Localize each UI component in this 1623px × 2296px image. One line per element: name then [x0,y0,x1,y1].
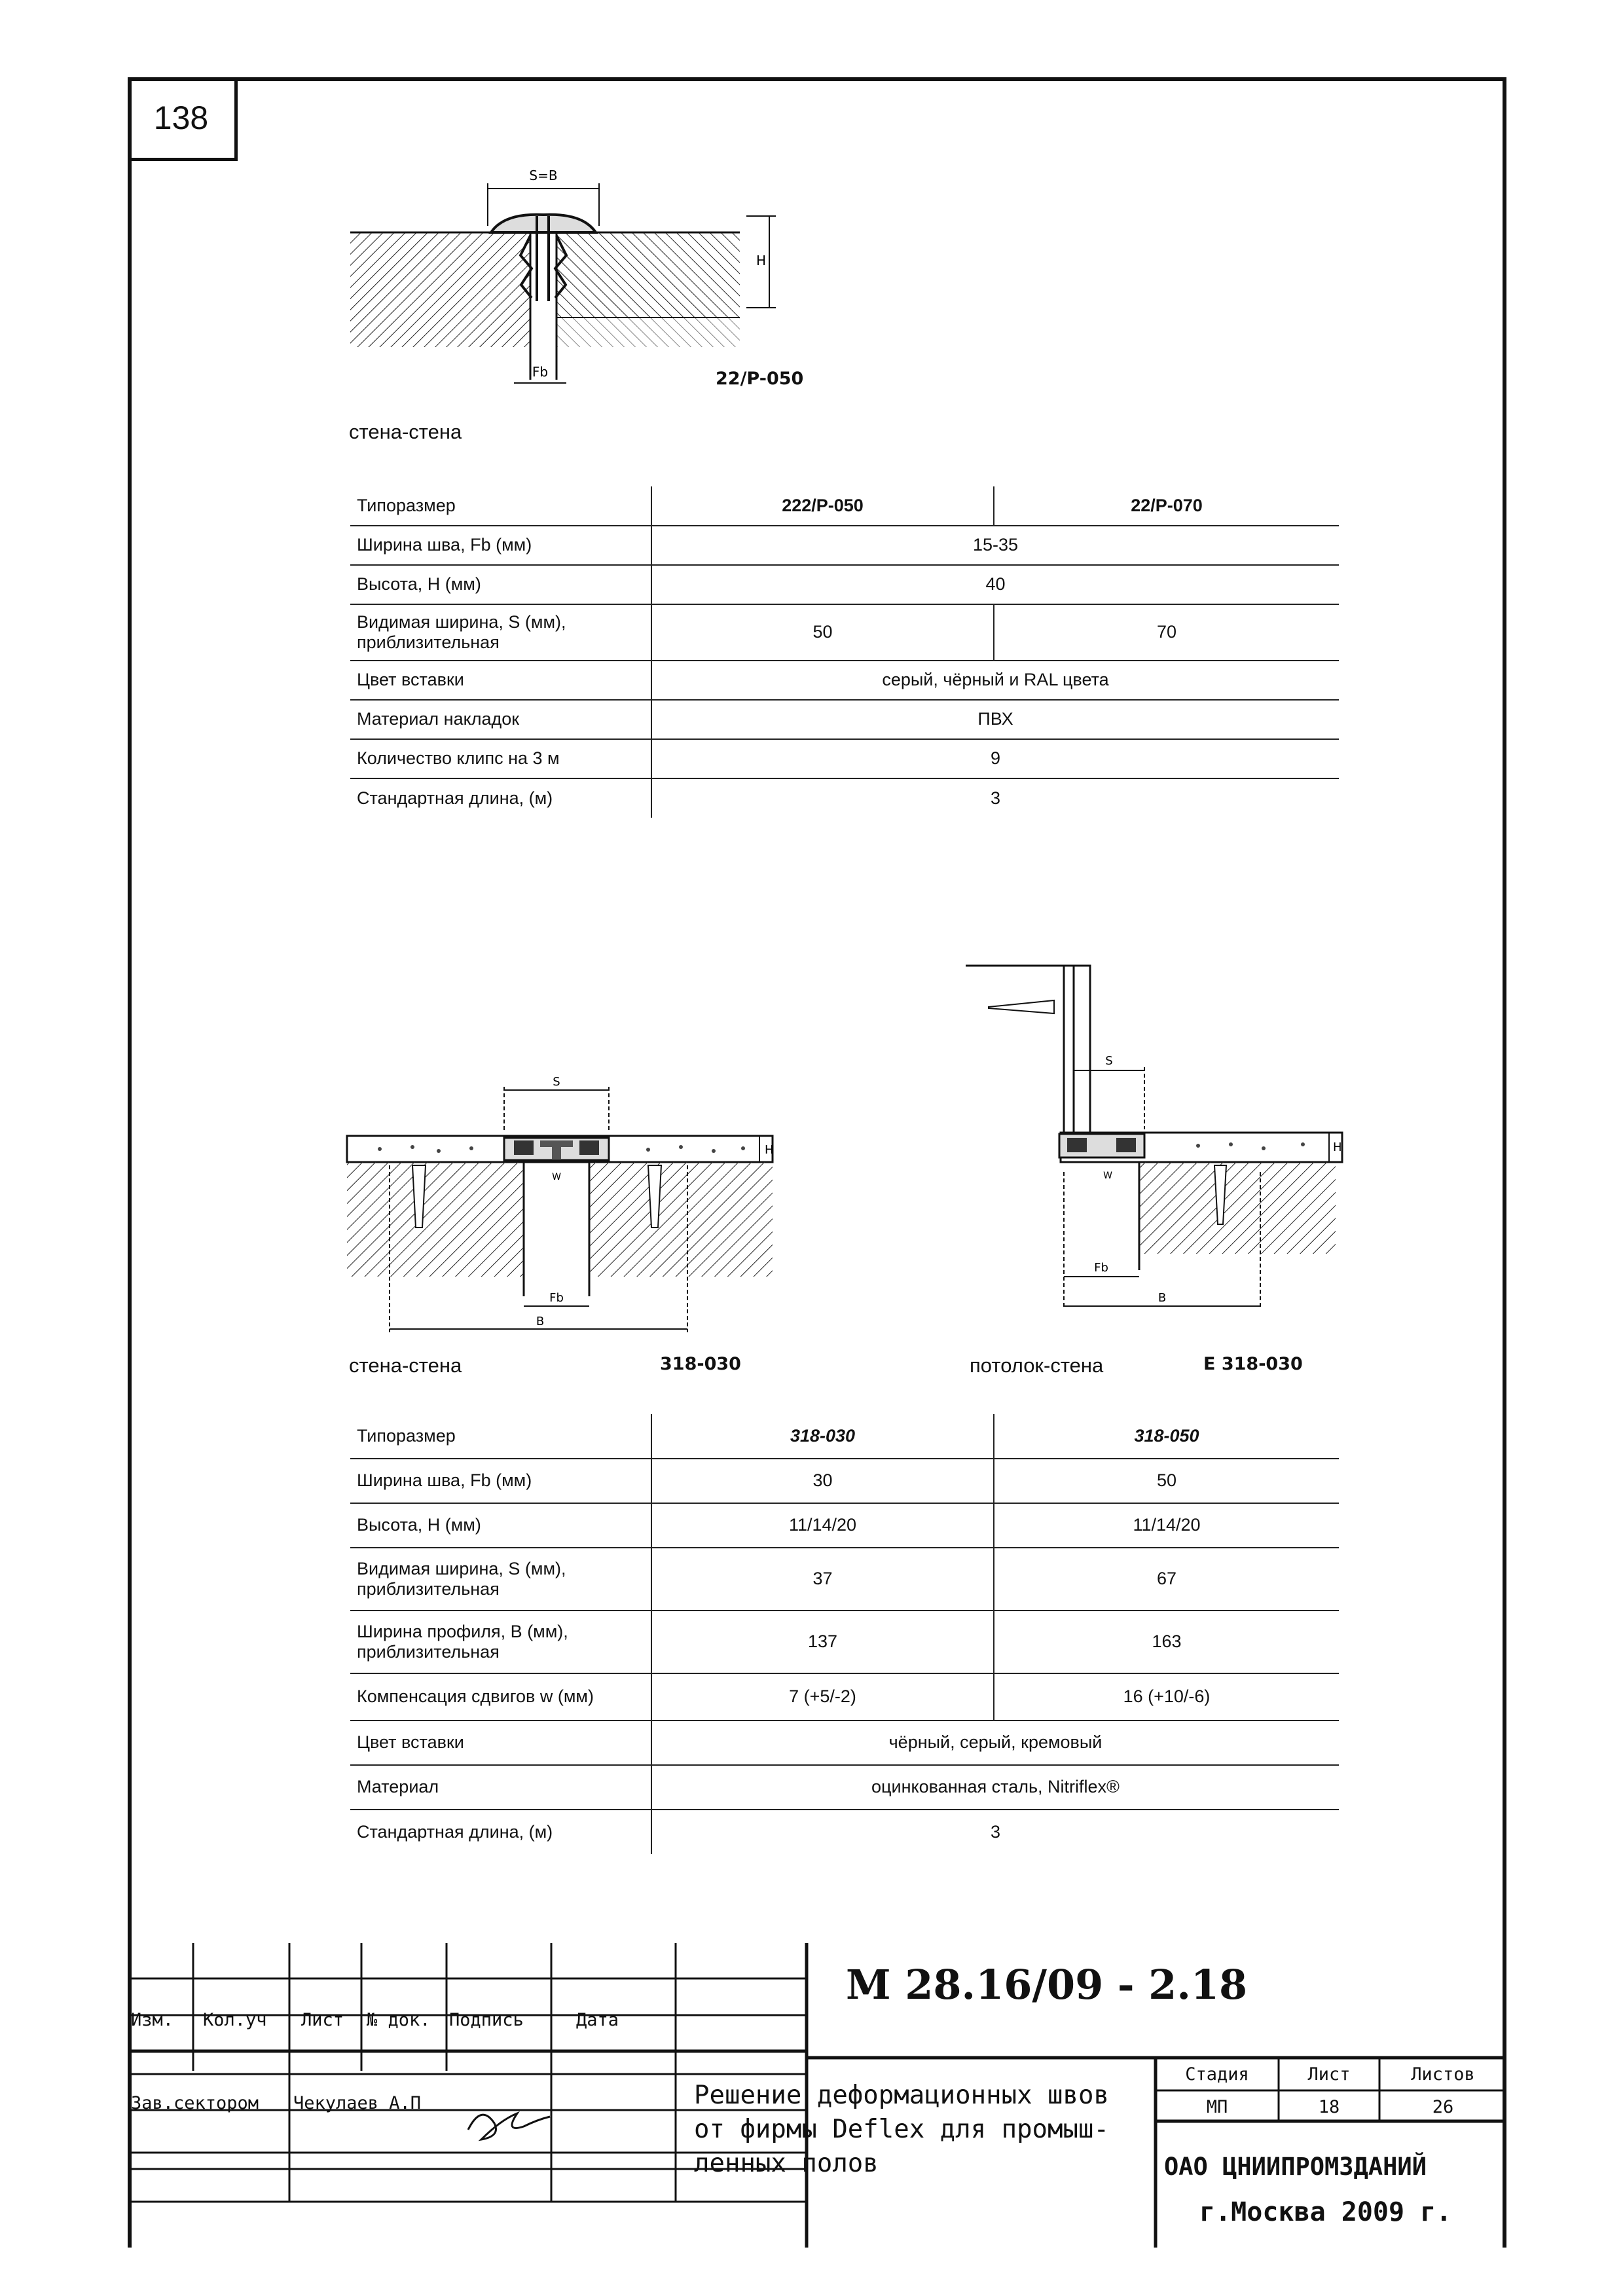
table-row [350,1611,1339,1673]
spec-table-2 [350,1414,1339,1854]
row-value: оцинкованная сталь, Nitriflex® [651,1765,1339,1810]
spec-table-1 [350,486,1339,818]
tb-col-kol: Кол.уч [203,2010,267,2030]
tb-col-data: Дата [576,2010,619,2030]
mid-right-dim-b-label: B [1158,1291,1167,1305]
top-dim-s-label: S=B [529,168,558,183]
tb-title-line1: Решение деформационных швов [694,2081,1109,2110]
row-label [350,604,651,661]
row-value-col1: 11/14/20 [651,1503,994,1548]
row-label-line2: приблизительная [357,1642,500,1662]
mid-left-section-drawing [340,1067,786,1342]
row-value-col1: 7 (+5/-2) [651,1673,994,1721]
row-value: 40 [651,565,1339,604]
mid-left-caption: стена-стена [349,1354,462,1377]
doc-code: М 28.16/09 - 2.18 [846,1961,1248,2009]
mid-right-dim-s-label: S [1105,1054,1113,1068]
table-row [350,661,1339,700]
tb-sheets: 26 [1432,2097,1454,2117]
table-row [350,1721,1339,1765]
table-row [350,1459,1339,1503]
mid-right-dim-fb-label: Fb [1094,1261,1108,1275]
tb-stage: МП [1206,2097,1228,2117]
row-label [350,1548,651,1611]
table-row [350,1673,1339,1721]
row-value-col1: 50 [651,604,994,661]
mid-right-caption: потолок-стена [970,1354,1104,1377]
tb-title [694,2079,1109,2181]
row-label-line2: приблизительная [357,632,500,652]
table-row [350,739,1339,778]
table-row [350,565,1339,604]
row-value-col1: 137 [651,1611,994,1673]
row-label: Материал накладок [350,700,651,739]
table2-header-row [350,1414,1339,1459]
table2-header-label: Типоразмер [350,1414,651,1459]
row-value: чёрный, серый, кремовый [651,1721,1339,1765]
row-value-col2: 163 [994,1611,1339,1673]
row-value-col2: 50 [994,1459,1339,1503]
table2-header-col2: 318-050 [994,1414,1339,1459]
table2-header-col1: 318-030 [651,1414,994,1459]
row-value-col1: 37 [651,1548,994,1611]
table-row [350,1548,1339,1611]
row-value: серый, чёрный и RAL цвета [651,661,1339,700]
row-label: Цвет вставки [350,661,651,700]
table-row [350,1810,1339,1854]
row-label-line1: Видимая ширина, S (мм), [357,1558,566,1578]
table1-header-label: Типоразмер [350,486,651,526]
tb-org: ОАО ЦНИИПРОМЗДАНИЙ [1164,2153,1427,2181]
row-value: 3 [651,1810,1339,1854]
row-value-col1: 30 [651,1459,994,1503]
row-label: Стандартная длина, (м) [357,1821,553,1842]
page-number: 138 [128,77,238,161]
row-label: Материал [350,1765,651,1810]
tb-role: Зав.сектором [131,2093,259,2113]
tb-sheet-header: Лист [1307,2064,1351,2085]
table-row [350,778,1339,818]
row-label-line1: Видимая ширина, S (мм), [357,611,566,632]
table1-header-row [350,486,1339,526]
table-row [350,1503,1339,1548]
table1-header-col2: 22/P-070 [994,486,1339,526]
tb-title-line2: от фирмы Deflex для промыш- [694,2115,1109,2144]
row-value-col2: 67 [994,1548,1339,1611]
row-value: 3 [651,778,1339,818]
table-row [350,526,1339,565]
row-value-col2: 16 (+10/-6) [994,1673,1339,1721]
mid-right-dim-h-label: H [1333,1140,1342,1154]
row-value: ПВХ [651,700,1339,739]
table-row [350,1765,1339,1810]
row-label: Цвет вставки [350,1721,651,1765]
mid-right-product-code: E 318-030 [1203,1354,1303,1374]
tb-col-podpis: Подпись [449,2010,524,2030]
row-label: Высота, H (мм) [350,1503,651,1548]
table-row [350,700,1339,739]
row-label: Ширина шва, Fb (мм) [350,1459,651,1503]
row-label: Ширина шва, Fb (мм) [350,526,651,565]
row-label-line1: Ширина профиля, B (мм), [357,1621,568,1641]
row-label [350,1611,651,1673]
row-value: 9 [651,739,1339,778]
tb-col-izm: Изм. [131,2010,174,2030]
tb-col-ndok: № док. [367,2010,431,2030]
mid-left-dim-b-label: B [536,1315,545,1328]
tb-sheets-header: Листов [1411,2064,1475,2085]
mid-left-dim-s-label: S [553,1075,560,1089]
tb-col-list: Лист [301,2010,344,2030]
mid-right-dim-w-label: W [1103,1171,1112,1181]
table-row [350,604,1339,661]
tb-title-line3: ленных полов [694,2149,879,2178]
tb-city-year: г.Москва 2009 г. [1199,2197,1452,2227]
mid-left-dim-h-label: H [765,1143,774,1157]
row-label-line2: приблизительная [357,1579,500,1599]
top-dim-h-label: H [756,253,767,268]
mid-left-dim-w-label: W [552,1172,561,1182]
row-value-col2: 70 [994,604,1339,661]
table1-header-col1: 222/P-050 [651,486,994,526]
row-label: Компенсация сдвигов w (мм) [350,1673,651,1721]
row-label: Количество клипс на 3 м [350,739,651,778]
row-label: Стандартная длина, (м) [357,788,553,808]
row-value-col2: 11/14/20 [994,1503,1339,1548]
mid-left-product-code: 318-030 [660,1354,741,1374]
tb-stage-header: Стадия [1185,2064,1249,2085]
mid-left-dim-fb-label: Fb [549,1291,564,1305]
top-caption: стена-стена [349,420,462,443]
top-dim-fb-label: Fb [532,364,549,380]
signature [468,2113,550,2140]
row-label: Высота, H (мм) [350,565,651,604]
top-product-code: 22/P-050 [716,369,804,389]
tb-sheet: 18 [1318,2097,1340,2117]
mid-right-section-drawing [962,956,1355,1322]
tb-person: Чекулаев А.П [293,2093,422,2113]
row-value: 15-35 [651,526,1339,565]
